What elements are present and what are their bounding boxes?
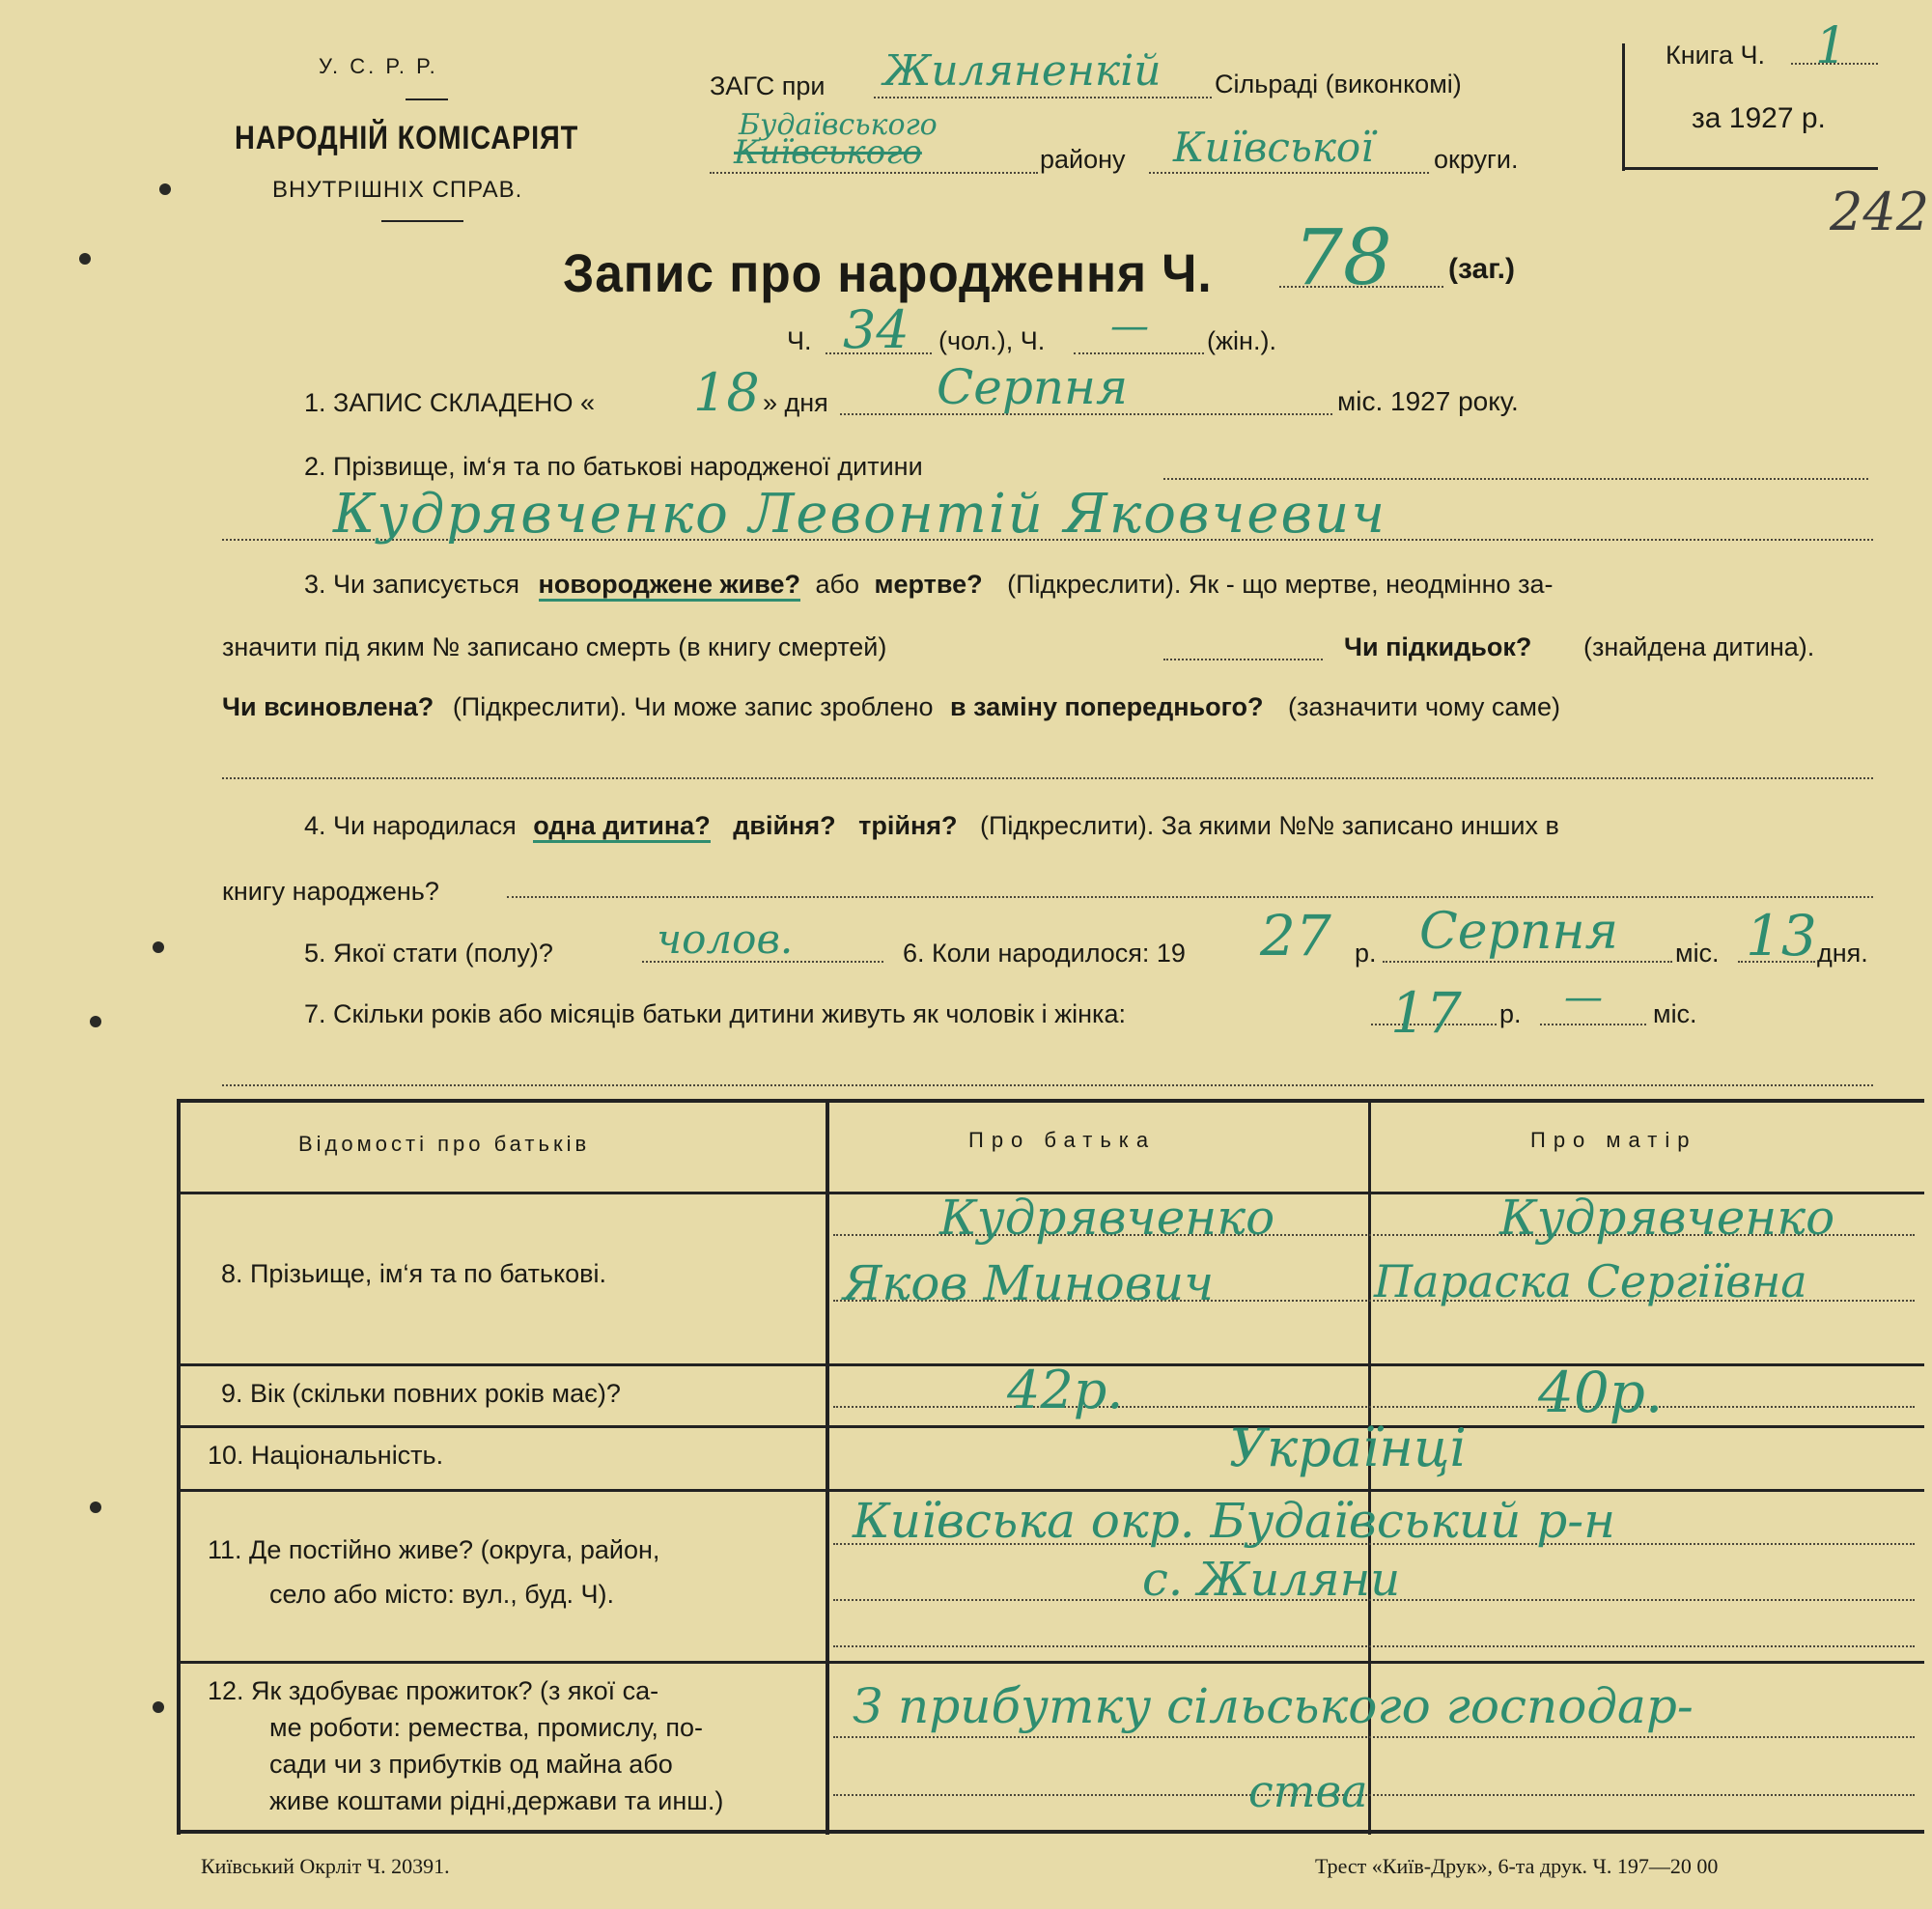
q3-line3-mid: (Підкреслити). Чи може запис зроблено — [452, 692, 934, 721]
binder-hole — [159, 183, 171, 195]
q2-answer-handwritten: Кудрявченко Левонтій Яковчевич — [333, 483, 1387, 546]
q3-dead: мертве? — [874, 570, 983, 599]
table-dotted-line — [833, 1794, 1915, 1796]
q7-label: 7. Скільки років або місяців батьки дитини живуть як чоловік і жінка: — [304, 999, 1126, 1028]
footer-left: Київський Окрліт Ч. 20391. — [201, 1854, 450, 1878]
q3-line1 — [304, 570, 1553, 600]
archive-number-handwritten: 242 — [1830, 182, 1930, 242]
binder-hole — [90, 1016, 101, 1027]
row12-label-1: 12. Як здобуває прожиток? (з якої са- — [208, 1676, 659, 1705]
q3-foundling: Чи підкидьок? — [1344, 632, 1532, 661]
q4-answer-line — [507, 896, 1873, 898]
q6-year-handwritten: 27 — [1260, 903, 1331, 969]
row9-label: 9. Вік (скільки повних років має)? — [221, 1379, 621, 1408]
q6-r: р. — [1355, 939, 1377, 968]
row12-answer-2: ства — [1248, 1765, 1368, 1817]
book-label: Книга Ч. — [1666, 41, 1765, 70]
row12-label-4: живе коштами рідні,держави та инш.) — [269, 1786, 724, 1815]
male-ch-label: Ч. — [787, 326, 812, 355]
table-row-divider — [177, 1425, 1924, 1428]
q1-month-handwritten: Серпня — [937, 359, 1129, 415]
zags-suffix: Сільраді (виконкомі) — [1215, 70, 1462, 98]
q7-r: р. — [1499, 999, 1522, 1028]
binder-hole — [79, 253, 91, 265]
q4-twins: двійня? — [733, 811, 836, 840]
q3-or: або — [815, 570, 859, 599]
row9-mother: 40р. — [1538, 1360, 1664, 1425]
footer-right: Трест «Київ-Друк», 6-та друк. Ч. 197—20 00 — [1315, 1854, 1719, 1878]
q1-suffix: міс. 1927 року. — [1337, 386, 1519, 416]
row8-mother-line2: Параска Сергіївна — [1374, 1255, 1807, 1307]
q7-years-handwritten: 17 — [1390, 980, 1462, 1046]
q4-line2: книгу народжень? — [222, 877, 439, 906]
divider — [381, 220, 463, 222]
row9-father: 42р. — [1007, 1360, 1124, 1420]
q7-mis: міс. — [1653, 999, 1697, 1028]
row8-mother-line1: Кудрявченко — [1499, 1190, 1835, 1246]
district-crossed-handwritten: Київського — [734, 133, 922, 172]
q3-replace: в заміну попереднього? — [950, 692, 1264, 721]
q4-one: одна дитина? — [533, 811, 710, 843]
q6-day-handwritten: 13 — [1746, 903, 1817, 969]
table-border-bottom — [177, 1830, 1924, 1834]
table-border-top — [177, 1099, 1924, 1103]
row12-label-3: сади чи з прибутків од майна або — [269, 1750, 673, 1779]
q7-months-line — [1540, 1024, 1646, 1025]
q4-rest: (Підкреслити). За якими №№ записано инших в — [980, 811, 1559, 840]
zags-line — [874, 97, 1212, 98]
row12-label-2: ме роботи: ремества, промислу, по- — [269, 1713, 703, 1742]
commissariat-title: НАРОДНІЙ КОМІСАРІЯТ — [235, 120, 579, 156]
row8-label: 8. Прізьище, ім‘я та по батькові. — [221, 1259, 606, 1288]
q6-dnya: дня. — [1817, 939, 1868, 968]
q6-mis: міс. — [1675, 939, 1720, 968]
row8-father-line1: Кудрявченко — [939, 1190, 1275, 1246]
q6-label: 6. Коли народилося: 19 — [903, 939, 1186, 968]
q5-label: 5. Якої стати (полу)? — [304, 939, 553, 968]
book-year: за 1927 р. — [1692, 102, 1826, 134]
binder-hole — [153, 1701, 164, 1713]
q4-label: 4. Чи народилася — [304, 811, 517, 840]
q4-line1 — [304, 811, 1559, 841]
okrug-line — [1149, 172, 1429, 174]
district-line — [710, 172, 1038, 174]
q7-months-handwritten: — — [1564, 975, 1603, 1020]
table-dotted-line — [833, 1645, 1915, 1647]
department-label: ВНУТРІШНІХ СПРАВ. — [272, 177, 523, 203]
parents-table — [177, 1099, 1924, 1835]
q3-line2-text: значити під яким № записано смерть (в книгу смертей) — [222, 632, 887, 661]
q3-live: новороджене живе? — [539, 570, 800, 602]
col-header-father: Про батька — [968, 1128, 1157, 1152]
female-number-line — [1074, 352, 1204, 354]
q5-answer-handwritten: чолов. — [657, 915, 794, 963]
divider — [406, 98, 448, 100]
row12-answer-1: З прибутку сільського господар- — [853, 1678, 1694, 1734]
q2-line-a — [1163, 478, 1868, 480]
book-number-handwritten: 1 — [1815, 17, 1848, 75]
female-number-handwritten: — — [1110, 304, 1149, 349]
table-dotted-line — [833, 1406, 1915, 1408]
col-header-info: Відомості про батьків — [298, 1132, 591, 1156]
page-title: Запис про народження Ч. — [563, 242, 1213, 303]
male-number-handwritten: 34 — [843, 299, 910, 360]
q1-day-suffix: » дня — [763, 388, 828, 417]
q6-month-handwritten: Серпня — [1419, 903, 1619, 961]
table-border-left — [177, 1099, 181, 1835]
row11-label-1: 11. Де постійно живе? (округа, район, — [208, 1535, 660, 1564]
district-handwritten: Будаївського — [739, 108, 938, 142]
q4-triplets: трійня? — [858, 811, 958, 840]
district-label: району — [1040, 145, 1126, 174]
q1-label: 1. ЗАПИС СКЛАДЕНО « — [304, 388, 596, 417]
binder-hole — [153, 941, 164, 953]
q6-month-line — [1383, 961, 1672, 963]
female-label: (жін.). — [1207, 326, 1276, 355]
ussr-label: У. С. Р. Р. — [319, 54, 438, 78]
zags-prefix: ЗАГС при — [710, 71, 826, 100]
table-row-divider — [177, 1489, 1924, 1492]
q3-found-note: (знайдена дитина). — [1583, 632, 1815, 661]
q3-rest1: (Підкреслити). Як - що мертве, неодмінно за- — [1007, 570, 1554, 599]
title-suffix: (заг.) — [1448, 253, 1516, 285]
q2-label: 2. Прізвище, ім‘я та по батькові народженої дитини — [304, 452, 923, 481]
q3-reason-line — [222, 777, 1873, 779]
q3-death-line — [1163, 659, 1323, 660]
q3-adopted: Чи всиновлена? — [222, 692, 434, 721]
row11-answer-1: Київська окр. Будаївський р-н — [853, 1493, 1616, 1549]
okrug-handwritten: Київської — [1173, 124, 1374, 171]
row8-father-line2: Яков Минович — [843, 1255, 1215, 1311]
table-row-divider — [177, 1661, 1924, 1664]
q3-line3 — [222, 692, 1560, 722]
table-col-divider — [826, 1099, 829, 1835]
male-label: (чол.), Ч. — [938, 326, 1046, 355]
zags-name-handwritten: Жиляненкій — [883, 46, 1162, 96]
table-dotted-line — [833, 1736, 1915, 1738]
binder-hole — [90, 1502, 101, 1513]
okrug-label: округи. — [1434, 145, 1519, 174]
row11-label-2: село або місто: вул., буд. Ч). — [269, 1580, 614, 1609]
row10-both: Українці — [1229, 1418, 1467, 1478]
title-number-handwritten: 78 — [1294, 212, 1392, 302]
q3-prefix: 3. Чи записується — [304, 570, 520, 599]
q7-extra-line — [222, 1084, 1873, 1086]
book-box-border — [1622, 167, 1878, 170]
q3-line2 — [222, 632, 886, 662]
book-box-border — [1622, 43, 1625, 171]
row11-answer-2: с. Жиляни — [1142, 1553, 1401, 1607]
q3-line3-end: (зазначити чому саме) — [1288, 692, 1560, 721]
q1-day-handwritten: 18 — [693, 362, 760, 423]
row10-label: 10. Національність. — [208, 1441, 444, 1470]
col-header-mother: Про матір — [1530, 1128, 1697, 1152]
